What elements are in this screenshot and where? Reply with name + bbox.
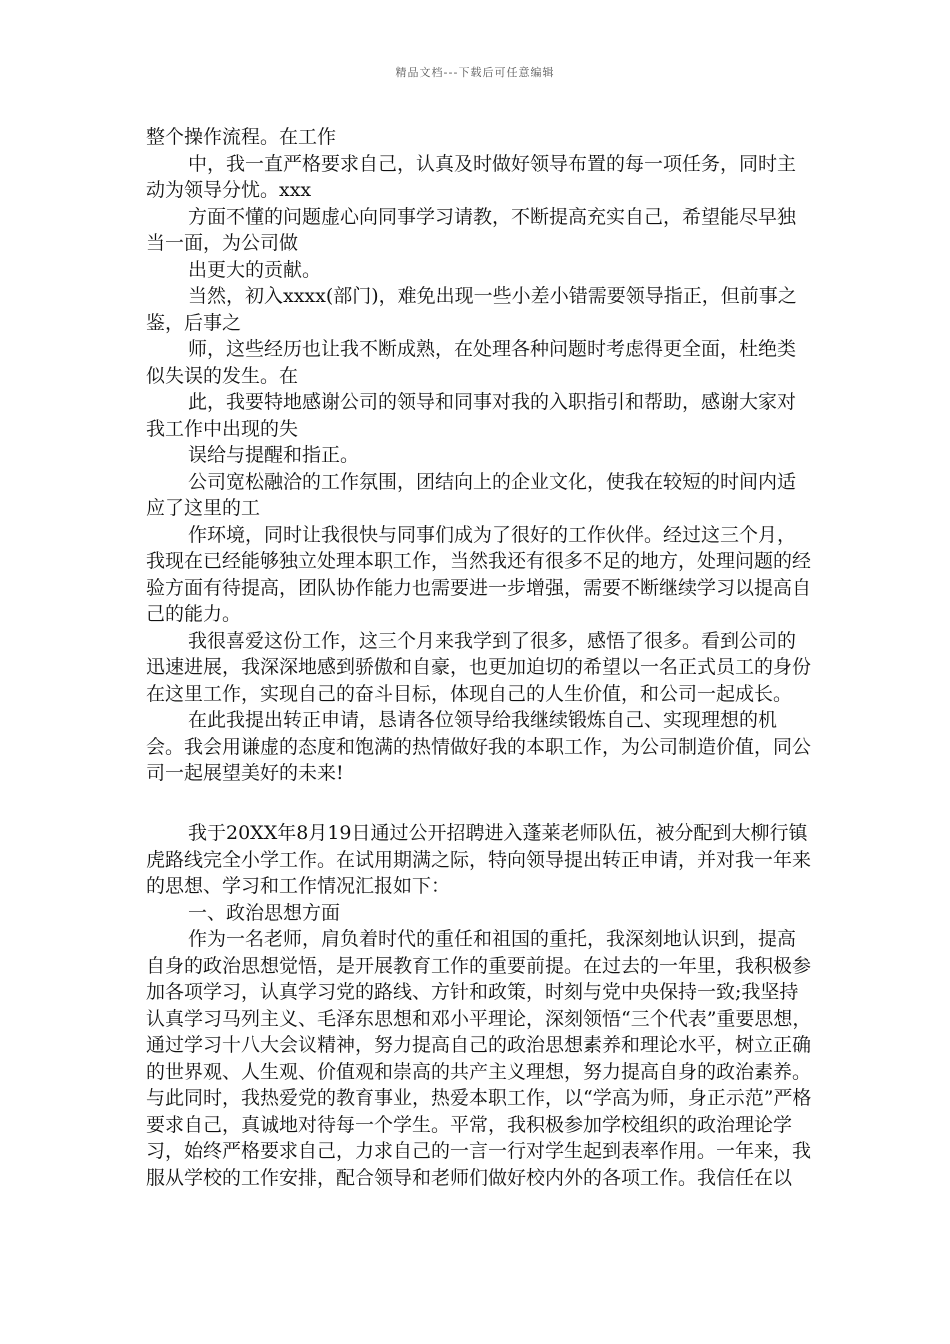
paragraph: 此，我要特地感谢公司的领导和同事对我的入职指引和帮助，感谢大家对我工作中出现的失	[146, 391, 797, 440]
paragraph: 我很喜爱这份工作，这三个月来我学到了很多，感悟了很多。看到公司的迅速进展，我深深地感到骄傲和自豪，也更加迫切的希望以一名正式员工的身份在这里工作，实现自己的奋斗目标，体现自己的人生价值，和公司一起成长。	[146, 629, 812, 705]
paragraph: 出更大的贡献。	[188, 258, 322, 281]
paragraph: 当然，初入xxxx(部门)，难免出现一些小差小错需要领导指正，但前事之鉴，后事之	[146, 285, 797, 334]
body-section-2	[146, 820, 814, 1191]
paragraph: 中，我一直严格要求自己，认真及时做好领导布置的每一项任务，同时主动为领导分忧。xxx	[146, 152, 797, 201]
body-section-1	[146, 124, 814, 787]
paragraph: 公司宽松融洽的工作氛围，团结向上的企业文化，使我在较短的时间内适应了这里的工	[146, 470, 797, 519]
paragraph: 整个操作流程。在工作	[146, 126, 337, 148]
page-header: 精品文档---下载后可任意编辑	[395, 66, 555, 79]
paragraph: 师，这些经历也让我不断成熟，在处理各种问题时考虑得更全面，杜绝类似失误的发生。在	[146, 338, 797, 387]
paragraph: 作环境，同时让我很快与同事们成为了很好的工作伙伴。经过这三个月，我现在已经能够独立处理本职工作，当然我还有很多不足的地方，处理问题的经验方面有待提高，团队协作能力也需要进一步增强，需要不断继续学习以提高自己的能力。	[146, 523, 812, 625]
paragraph: 我于20XX年8月19日通过公开招聘进入蓬莱老师队伍，被分配到大柳行镇虎路线完全小学工作。在试用期满之际，特向领导提出转正申请，并对我一年来的思想、学习和工作情况汇报如下：	[146, 822, 812, 897]
paragraph: 方面不懂的问题虚心向同事学习请教，不断提高充实自己，希望能尽早独当一面，为公司做	[146, 205, 797, 254]
section-heading: 一、政治思想方面	[188, 901, 341, 924]
paragraph: 误给与提醒和指正。	[188, 444, 360, 466]
paragraph: 作为一名老师，肩负着时代的重任和祖国的重托，我深刻地认识到，提高自身的政治思想觉悟，是开展教育工作的重要前提。在过去的一年里，我积极参加各项学习，认真学习党的路线、方针和政策，时刻与党中央保持一致;我坚持认真学习马列主义、毛泽东思想和邓小平理论，深刻领悟“三个代表”重要思想，通过学习十八大会议精神，努力提高自己的政治思想素养和理论水平，树立正确的世界观、人生观、价值观和崇高的共产主义理想，努力提高自身的政治素养。与此同时，我热爱党的教育事业，热爱本职工作，以“学高为师，身正示范”严格要求自己，真诚地对待每一个学生。平常，我积极参加学校组织的政治理论学习，始终严格要求自己，力求自己的一言一行对学生起到表率作用。一年来，我服从学校的工作安排，配合领导和老师们做好校内外的各项工作。我信任在以	[146, 928, 812, 1189]
paragraph: 在此我提出转正申请，恳请各位领导给我继续锻炼自己、实现理想的机会。我会用谦虚的态度和饱满的热情做好我的本职工作，为公司制造价值，同公司一起展望美好的未来!	[146, 709, 812, 784]
